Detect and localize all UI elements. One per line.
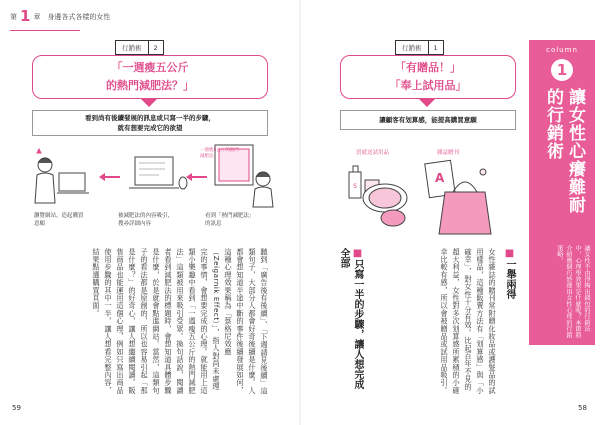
illustration-caption-3: 看到「熱門減肥法」 的訊息 [205,213,255,227]
column-label: column [546,46,578,54]
right-tag-label: 行銷術 [402,44,422,52]
left-illustration-strip [25,135,280,210]
right-arrow [419,99,435,107]
illustration-caption-1: 瀏覽網站，造起購買 意願 [34,213,84,227]
left-summary-box [32,110,268,136]
woman-laptop-illustration [35,149,89,203]
column-number: 1 [551,59,573,81]
chapter-title: 身邊各式各樣的女性 [47,12,111,21]
left-summary-line2: 就有想要完成它的欲望 [117,124,183,132]
section-heading-text: 一舉兩得 [504,259,515,299]
column-lead: 讓女性不由得掏出錢包的行銷法中，心理學效果是什麼呢？本節將介紹幾個巧妙運用女性心理的行銷策略。 [556,245,590,338]
right-headline-box [340,55,516,99]
section-heading: ■一舉兩得 [504,248,515,299]
left-headline-box [32,55,268,99]
column-sidebar [529,40,595,345]
left-tag-label: 行銷術 [122,44,142,52]
right-page-number: 58 [578,404,587,412]
magazine-bag-illustration [425,160,491,234]
left-body-text: 聽到「廣告後有後續」、「下週請見後續」這類句子，大部分人都會好奇後續是什麼。人都會想知道半途中斷的事件後續發展如何，這種心理效果稱為「蔡格尼效應（Zeigarnik Effect）」，指人對尚未處理完的事情，會想要完成的心理。就能用上這類小樂趣中看到「一週瘦五公斤的熱門減肥法」這類被用來吸引受眾。換句話說，閱讀者看到減肥法的標題時，會想知道具體步驟是什麼，於是就會點進網站。當然，這類句子的看法都是原創的，所以也容易引起「那是什麼？」的好奇心，讓人想繼續閱讀。販售商品也能運用這個心理，例如只寫出商品使用步驟的其中一半，讓人想看完整內容，結果點選購買頁面。 [92,248,269,395]
screen-headline-text: 一週瘦5公斤的熱門減肥法 [200,148,239,159]
left-arrow [141,99,157,107]
picture-caption-magazine: 雜誌贈刊 [437,150,460,156]
left-tag [115,40,164,55]
cosmetics-samples-illustration [349,166,407,226]
right-headline-line1: 「有贈品！」 [395,61,461,74]
left-page-number: 59 [12,404,21,412]
chapter-rule [10,30,80,31]
chapter-header [10,9,110,24]
laptop-illustration [129,157,187,189]
right-headline-line2: 「奉上試用品」 [389,79,467,92]
right-illustration-strip [335,158,515,238]
chapter-suffix: 章 [33,12,41,21]
chapter-prefix: 第 [10,12,17,21]
illustration-caption-2: 被減肥法的內容吸引， 搜尋詳細內容 [118,213,174,227]
right-summary-box [340,110,516,130]
right-tag [395,40,444,55]
page-gutter [299,0,301,425]
left-tag-number: 2 [148,41,163,54]
closing-heading-text: 只寫一半的步驟，讓人想完成全部 [338,248,363,389]
picture-caption-samples: 買就送試用品 [356,150,390,156]
right-tag-number: 1 [428,41,443,54]
left-headline-line2: 的熱門減肥法？」 [106,79,194,92]
svg-text:A: A [435,171,445,185]
right-summary-line1: 讓顧客有划算感，能提高購買意願 [379,116,477,124]
left-headline-line1: 「一週瘦五公斤 [111,61,189,74]
right-body-text: 女性雜誌的贈刊常附贈化妝品或護髮品的試用樣品，這種販賣方法有「划算感」與「小確幸」，對女性十分有效。比起百年不見的超大利益，女性對多次划算感所累積的小確幸比較有感，所以會被贈品或試用品吸引。 [440,248,497,395]
column-title-line1: 讓女性心癢難耐 [565,88,585,214]
left-summary-line1: 看到尚有後續發展的訊息或只寫一半的步驟， [85,114,215,122]
chapter-number: 1 [20,7,31,25]
column-title-line2: 的行銷術 [543,88,563,160]
closing-heading: ■只寫一半的步驟，讓人想完成全部 [338,248,363,389]
svg-text:S: S [353,183,357,190]
